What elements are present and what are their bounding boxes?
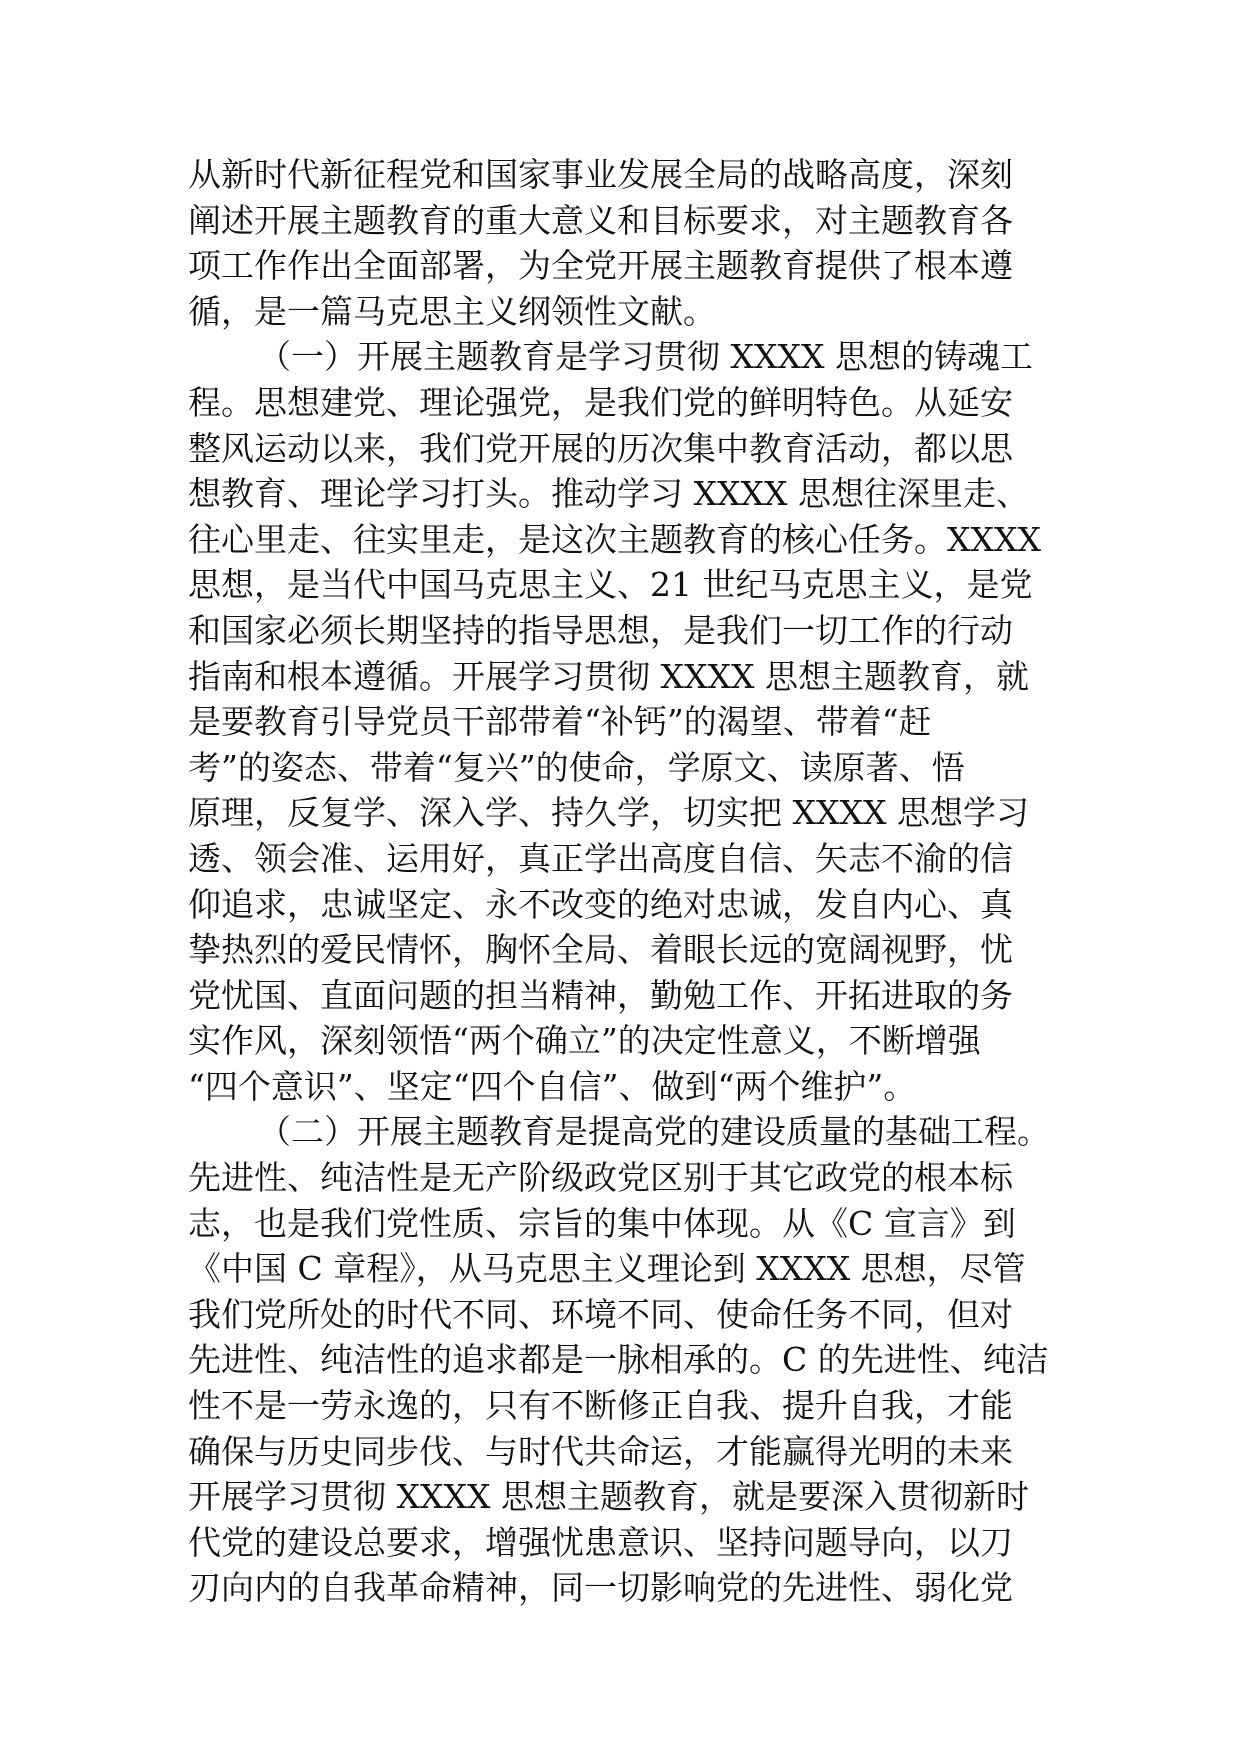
text-line: 代党的建设总要求，增强忧患意识、坚持问题导向，以刀 xyxy=(188,1522,1013,1562)
text-line: 先进性、纯洁性的追求都是一脉相承的。C 的先进性、纯洁 xyxy=(188,1340,1049,1380)
text-line: 思想，是当代中国马克思主义、21 世纪马克思主义，是党 xyxy=(188,565,1033,605)
text-line: 项工作作出全面部署，为全党开展主题教育提供了根本遵 xyxy=(188,246,1013,286)
section-heading-line: （一）开展主题教育是学习贯彻 XXXX 思想的铸魂工 xyxy=(258,337,1033,377)
text-line: 整风运动以来，我们党开展的历次集中教育活动，都以思 xyxy=(188,428,1013,468)
text-line: 循，是一篇马克思主义纲领性文献。 xyxy=(188,291,716,331)
text-line: 党忧国、直面问题的担当精神，勤勉工作、开拓进取的务 xyxy=(188,975,1013,1015)
text-line: 实作风，深刻领悟“两个确立”的决定性意义，不断增强 xyxy=(188,1021,981,1061)
text-line: 指南和根本遵循。开展学习贯彻 XXXX 思想主题教育，就 xyxy=(188,656,1029,696)
text-line: 仰追求，忠诚坚定、永不改变的绝对忠诚，发自内心、真 xyxy=(188,884,1013,924)
text-line: 确保与历史同步伐、与时代共命运，才能赢得光明的未来 xyxy=(188,1431,1013,1471)
text-line: 是要教育引导党员干部带着“补钙”的渴望、带着“赶 xyxy=(188,702,932,742)
text-line: “四个意识”、坚定“四个自信”、做到“两个维护”。 xyxy=(188,1066,917,1106)
text-line: 性不是一劳永逸的，只有不断修正自我、提升自我，才能 xyxy=(188,1386,1013,1426)
text-line: 开展学习贯彻 XXXX 思想主题教育，就是要深入贯彻新时 xyxy=(188,1477,1029,1517)
text-line: 从新时代新征程党和国家事业发展全局的战略高度，深刻 xyxy=(188,155,1013,194)
text-line: 我们党所处的时代不同、环境不同、使命任务不同，但对 xyxy=(188,1294,1013,1334)
text-line: 想教育、理论学习打头。推动学习 XXXX 思想往深里走、 xyxy=(188,474,1029,514)
text-line: 程。思想建党、理论强党，是我们党的鲜明特色。从延安 xyxy=(188,382,1013,422)
text-line: 先进性、纯洁性是无产阶级政党区别于其它政党的根本标 xyxy=(188,1158,1013,1198)
text-line: 阐述开展主题教育的重大意义和目标要求，对主题教育各 xyxy=(188,200,1013,240)
text-line: 往心里走、往实里走，是这次主题教育的核心任务。XXXX xyxy=(188,519,1041,559)
section-heading-line: （二）开展主题教育是提高党的建设质量的基础工程。 xyxy=(258,1112,1050,1152)
text-line: 《中国 C 章程》，从马克思主义理论到 XXXX 思想，尽管 xyxy=(188,1249,1026,1289)
text-line: 志，也是我们党性质、宗旨的集中体现。从《C 宣言》到 xyxy=(188,1203,1016,1243)
text-line: 刃向内的自我革命精神，同一切影响党的先进性、弱化党 xyxy=(188,1568,1013,1608)
text-line: 和国家必须长期坚持的指导思想，是我们一切工作的行动 xyxy=(188,610,1013,650)
text-line: 考”的姿态、带着“复兴”的使命，学原文、读原著、悟 xyxy=(188,747,965,787)
text-line: 挚热烈的爱民情怀，胸怀全局、着眼长远的宽阔视野，忧 xyxy=(188,930,1013,970)
text-line: 透、领会准、运用好，真正学出高度自信、矢志不渝的信 xyxy=(188,838,1013,878)
text-line: 原理，反复学、深入学、持久学，切实把 XXXX 思想学习 xyxy=(188,793,1029,833)
document-body xyxy=(188,152,1088,1611)
